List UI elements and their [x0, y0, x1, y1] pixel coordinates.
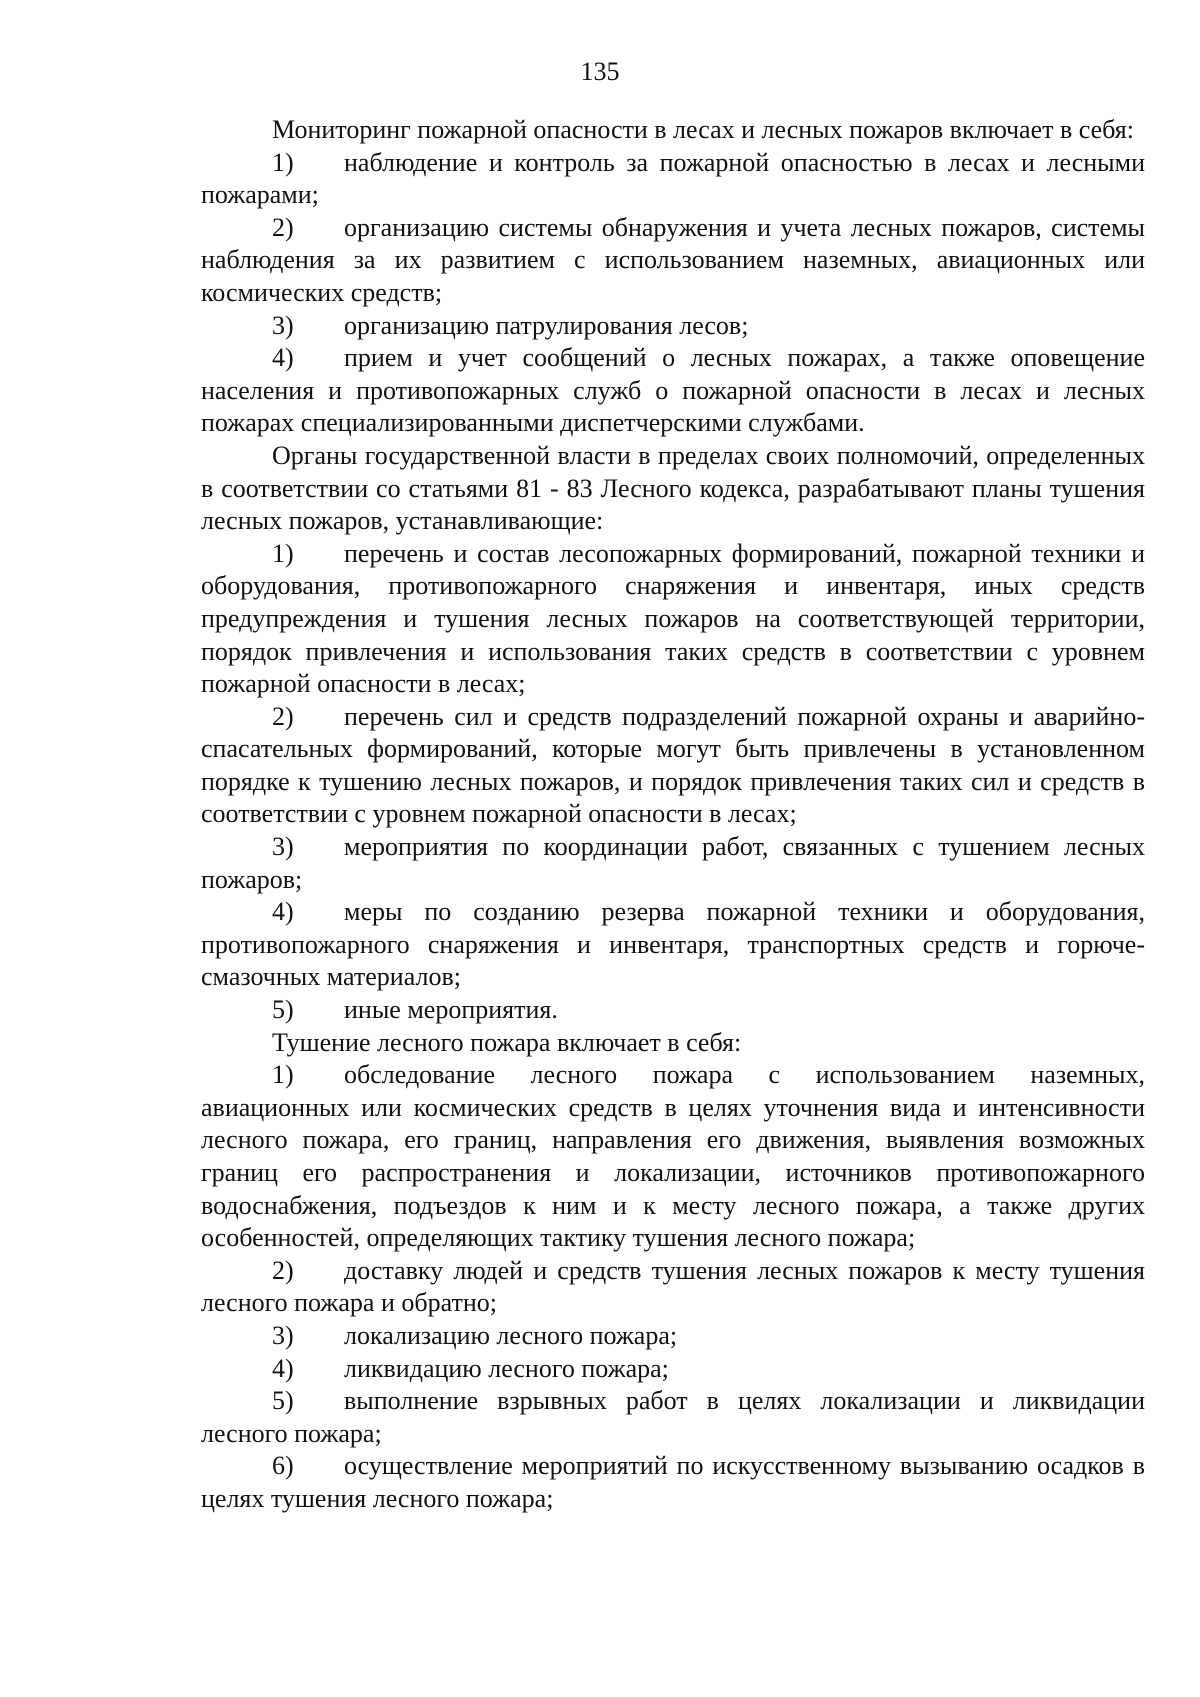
list-item-number: 3)	[272, 1320, 294, 1350]
list-item-number: 5)	[272, 995, 294, 1025]
list-item-text: перечень сил и средств подразделений пожарной охраны и аварийно-спасательных формирований, которые могут быть привлечены в установленном порядке к тушению лесных пожаров, и порядок привлечения таких сил и средств в соответствии с уровнем пожарной опасности в лесах;	[201, 701, 1145, 829]
list-item	[201, 310, 1145, 343]
list-item-text: прием и учет сообщений о лесных пожарах, а также оповещение населения и противопожарных служб о пожарной опасности в лесах и лесных пожарах специализированными диспетчерскими службами.	[201, 343, 1145, 438]
list-item-text: перечень и состав лесопожарных формирований, пожарной техники и оборудования, противопожарного снаряжения и инвентаря, иных средств предупреждения и тушения лесных пожаров на соответствующей территории, порядок привлечения и использования таких средств в соответствии с уровнем пожарной опасности в лесах;	[201, 538, 1145, 699]
list-item-text: организацию системы обнаружения и учета лесных пожаров, системы наблюдения за их развитием с использованием наземных, авиационных или космических средств;	[201, 212, 1145, 307]
paragraph-fire-suppression-intro: Тушение лесного пожара включает в себя:	[272, 1027, 742, 1057]
list-item-text: ликвидацию лесного пожара;	[344, 1353, 669, 1383]
list-item-number: 1)	[272, 538, 294, 568]
list-item-number: 2)	[272, 701, 294, 731]
list-item	[201, 1320, 1145, 1353]
list-item-text: иные мероприятия.	[344, 995, 558, 1025]
list-item-number: 3)	[272, 310, 294, 340]
document-body	[201, 114, 1145, 1516]
list-item	[201, 896, 1145, 994]
list-item	[201, 1255, 1145, 1320]
list-item-number: 4)	[272, 897, 294, 927]
list-item-number: 2)	[272, 1255, 294, 1285]
list-item-number: 5)	[272, 1386, 294, 1416]
list-item-text: осуществление мероприятий по искусственному вызыванию осадков в целях тушения лесного пожара;	[201, 1451, 1145, 1513]
list-item	[201, 212, 1145, 310]
list-item	[201, 1385, 1145, 1450]
list-item	[201, 994, 1145, 1027]
list-item-text: выполнение взрывных работ в целях локализации и ликвидации лесного пожара;	[201, 1386, 1145, 1448]
list-item-text: локализацию лесного пожара;	[344, 1320, 678, 1350]
list-item-number: 2)	[272, 212, 294, 242]
list-item	[201, 1450, 1145, 1515]
list-item	[201, 701, 1145, 831]
list-item-text: обследование лесного пожара с использованием наземных, авиационных или космических средств в целях уточнения вида и интенсивности лесного пожара, его границ, направления его движения, выявления возможных границ его распространения и локализации, источников противопожарного водоснабжения, подъездов к ним и к месту лесного пожара, а также других особенностей, определяющих тактику тушения лесного пожара;	[201, 1060, 1145, 1253]
paragraph-monitoring-intro: Мониторинг пожарной опасности в лесах и лесных пожаров включает в себя:	[272, 115, 1134, 144]
paragraph-authorities-plans: Органы государственной власти в пределах своих полномочий, определенных в соответствии со статьями 81 - 83 Лесного кодекса, разрабатывают планы тушения лесных пожаров, устанавливающие:	[201, 440, 1145, 536]
list-item	[201, 538, 1145, 701]
list-item-text: организацию патрулирования лесов;	[344, 310, 749, 340]
list-item-text: мероприятия по координации работ, связанных с тушением лесных пожаров;	[201, 832, 1145, 894]
list-item	[201, 147, 1145, 212]
list-item-number: 4)	[272, 343, 294, 373]
list-item-number: 1)	[272, 1060, 294, 1090]
list-item	[201, 1059, 1145, 1255]
list-item-text: доставку людей и средств тушения лесных пожаров к месту тушения лесного пожара и обратно;	[201, 1255, 1145, 1318]
list-item-number: 1)	[272, 147, 294, 177]
list-item	[201, 1353, 1145, 1386]
list-item-text: меры по созданию резерва пожарной техники и оборудования, противопожарного снаряжения и инвентаря, транспортных средств и горюче-смазочных материалов;	[201, 897, 1145, 992]
list-item-number: 6)	[272, 1451, 294, 1481]
list-item	[201, 831, 1145, 896]
list-item-number: 3)	[272, 832, 294, 862]
list-item	[201, 342, 1145, 440]
list-item-text: наблюдение и контроль за пожарной опасностью в лесах и лесными пожарами;	[201, 147, 1145, 210]
page-number: 135	[580, 57, 620, 86]
list-item-number: 4)	[272, 1353, 294, 1383]
